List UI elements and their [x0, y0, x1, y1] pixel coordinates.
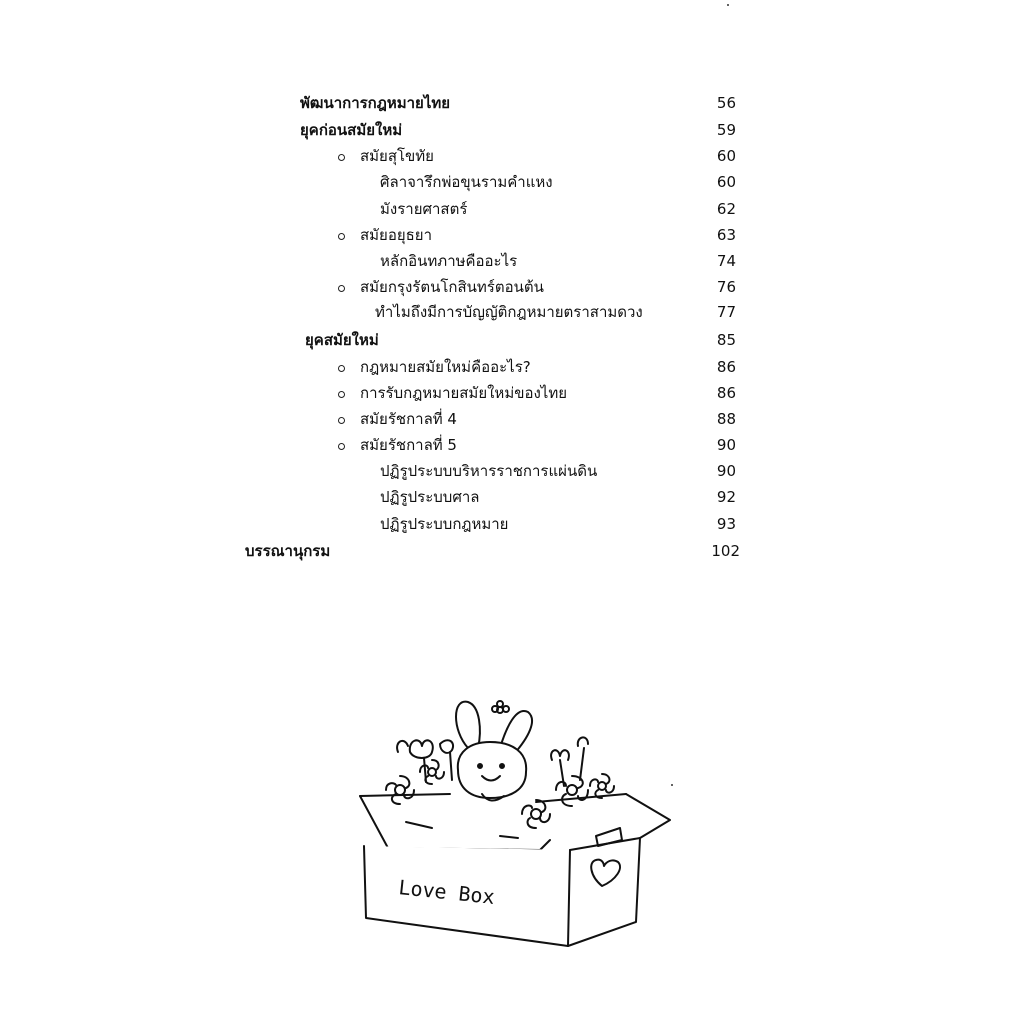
- toc-entry-page: 62: [716, 200, 736, 218]
- toc-entry-page: 90: [716, 436, 736, 454]
- toc-entry-title: สมัยรัชกาลที่ 5: [360, 436, 457, 454]
- toc-entry-page: 77: [716, 303, 736, 321]
- toc-entry-page: 86: [716, 358, 736, 376]
- toc-entry-title: ยุคสมัยใหม่: [305, 331, 379, 349]
- toc-entry-title: มังรายศาสตร์: [380, 200, 468, 218]
- toc-entry-page: 93: [716, 515, 736, 533]
- toc-entry-page: 63: [716, 226, 736, 244]
- toc-entry-page: 76: [716, 278, 736, 296]
- toc-entry-title: กฎหมายสมัยใหม่คืออะไร?: [360, 358, 531, 376]
- toc-entry-title: สมัยอยุธยา: [360, 226, 432, 244]
- bullet-icon: [338, 365, 345, 372]
- toc-entry-page: 60: [716, 173, 736, 191]
- toc-entry-title: ยุคก่อนสมัยใหม่: [300, 121, 403, 139]
- toc-entry-title: สมัยสุโขทัย: [360, 147, 434, 165]
- bullet-icon: [338, 233, 345, 240]
- speck-dot: [727, 4, 729, 6]
- box-label: Love Box: [397, 875, 496, 910]
- bullet-icon: [338, 285, 345, 292]
- toc-entry-page: 88: [716, 410, 736, 428]
- toc-entry-title: บรรณานุกรม: [245, 542, 331, 560]
- toc-entry-page: 86: [716, 384, 736, 402]
- toc-entry-title: การรับกฎหมายสมัยใหม่ของไทย: [360, 384, 568, 402]
- toc-entry-title: ปฏิรูประบบศาล: [380, 488, 480, 506]
- bunny-in-flower-box-icon: [340, 690, 680, 960]
- bullet-icon: [338, 154, 345, 161]
- toc-entry-title: พัฒนาการกฎหมายไทย: [300, 94, 451, 112]
- toc-entry-title: หลักอินทภาษคืออะไร: [380, 252, 518, 270]
- toc-entry-page: 102: [711, 542, 740, 560]
- toc-entry-title: ศิลาจารึกพ่อขุนรามคำแหง: [380, 173, 553, 191]
- toc-entry-page: 59: [716, 121, 736, 139]
- bullet-icon: [338, 417, 345, 424]
- toc-entry-title: ปฏิรูประบบบริหารราชการแผ่นดิน: [380, 462, 598, 480]
- speck-dot: [671, 784, 673, 786]
- toc-entry-page: 60: [716, 147, 736, 165]
- bullet-icon: [338, 443, 345, 450]
- toc-entry-title: ทำไมถึงมีการบัญญัติกฎหมายตราสามดวง: [375, 303, 643, 321]
- toc-entry-title: ปฏิรูประบบกฎหมาย: [380, 515, 509, 533]
- toc-entry-page: 56: [716, 94, 736, 112]
- toc-entry-page: 90: [716, 462, 736, 480]
- toc-entry-title: สมัยรัชกาลที่ 4: [360, 410, 457, 428]
- toc-entry-page: 85: [716, 331, 736, 349]
- bullet-icon: [338, 391, 345, 398]
- toc-entry-page: 74: [716, 252, 736, 270]
- toc-entry-page: 92: [716, 488, 736, 506]
- toc-entry-title: สมัยกรุงรัตนโกสินทร์ตอนต้น: [360, 278, 544, 296]
